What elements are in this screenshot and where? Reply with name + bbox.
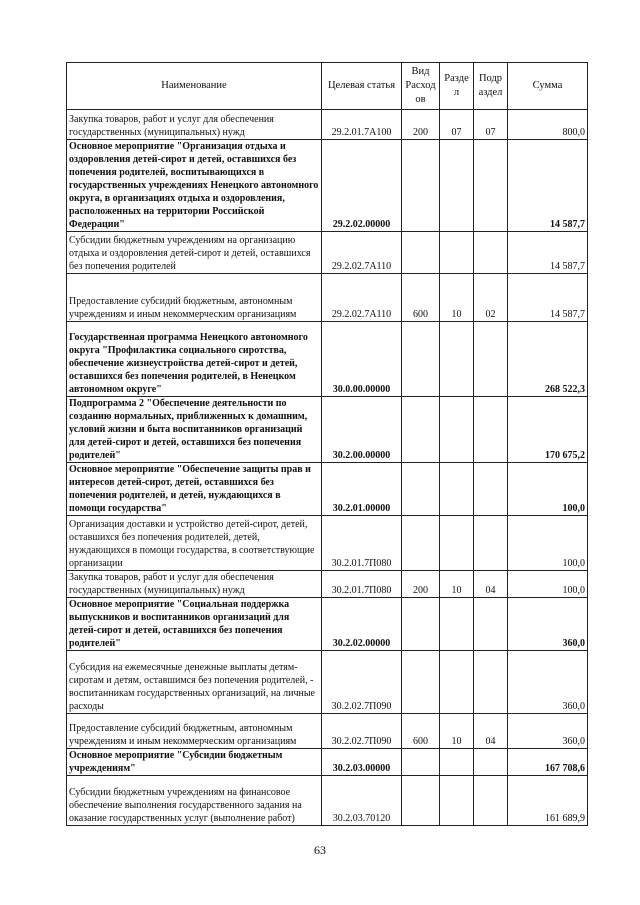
table-row: [67, 651, 588, 714]
row-expense-type-cell: [402, 397, 440, 463]
row-section-cell: 10: [440, 274, 474, 322]
row-subsection-cell: [474, 397, 508, 463]
row-code-cell: 30.2.01.00000: [322, 463, 402, 516]
row-expense-type-cell: [402, 598, 440, 651]
table-row: [67, 274, 588, 322]
row-subsection-cell: 04: [474, 571, 508, 598]
row-code-cell: 30.2.03.00000: [322, 749, 402, 776]
row-name-cell: Основное мероприятие "Обеспечение защиты прав и интересов детей-сирот, детей, оставшихся без попечения родителей, и детей, нуждающихся в помощи государства": [67, 463, 322, 516]
table-header-row: [67, 63, 588, 110]
row-expense-type-cell: 600: [402, 714, 440, 749]
table-body: [67, 110, 588, 826]
row-subsection-cell: [474, 322, 508, 397]
table-row: [67, 571, 588, 598]
table-row: [67, 397, 588, 463]
row-name-cell: Предоставление субсидий бюджетным, автономным учреждениям и иным некоммерческим организациям: [67, 274, 322, 322]
row-code-cell: 30.2.02.7П090: [322, 651, 402, 714]
row-code-cell: 29.2.02.7А110: [322, 274, 402, 322]
row-sum-cell: 800,0: [508, 110, 588, 140]
row-section-cell: [440, 749, 474, 776]
row-code-cell: 29.2.02.7А110: [322, 232, 402, 274]
row-section-cell: [440, 776, 474, 826]
row-name-cell: Закупка товаров, работ и услуг для обеспечения государственных (муниципальных) нужд: [67, 110, 322, 140]
row-section-cell: [440, 651, 474, 714]
row-sum-cell: 14 587,7: [508, 274, 588, 322]
row-expense-type-cell: [402, 463, 440, 516]
row-section-cell: 07: [440, 110, 474, 140]
row-subsection-cell: [474, 140, 508, 232]
row-expense-type-cell: [402, 140, 440, 232]
row-code-cell: 30.2.02.7П090: [322, 714, 402, 749]
row-code-cell: 30.2.00.00000: [322, 397, 402, 463]
row-name-cell: Основное мероприятие "Субсидии бюджетным учреждениям": [67, 749, 322, 776]
row-name-cell: Основное мероприятие "Социальная поддержка выпускников и воспитанников организаций для детей-сирот и детей, оставшихся без попечения родителей": [67, 598, 322, 651]
row-section-cell: 10: [440, 714, 474, 749]
row-subsection-cell: [474, 749, 508, 776]
table-row: [67, 598, 588, 651]
row-expense-type-cell: 200: [402, 110, 440, 140]
row-subsection-cell: 04: [474, 714, 508, 749]
row-name-cell: Предоставление субсидий бюджетным, автономным учреждениям и иным некоммерческим организациям: [67, 714, 322, 749]
row-section-cell: [440, 598, 474, 651]
header-expense-type: Вид Расход ов: [402, 63, 440, 110]
table-row: [67, 140, 588, 232]
row-expense-type-cell: 200: [402, 571, 440, 598]
row-expense-type-cell: [402, 651, 440, 714]
row-sum-cell: 14 587,7: [508, 232, 588, 274]
row-code-cell: 30.2.01.7П080: [322, 571, 402, 598]
row-code-cell: 30.2.02.00000: [322, 598, 402, 651]
row-expense-type-cell: [402, 232, 440, 274]
row-sum-cell: 100,0: [508, 463, 588, 516]
row-name-cell: Закупка товаров, работ и услуг для обеспечения государственных (муниципальных) нужд: [67, 571, 322, 598]
row-code-cell: 30.2.01.7П080: [322, 516, 402, 571]
row-code-cell: 29.2.01.7А100: [322, 110, 402, 140]
table-row: [67, 749, 588, 776]
header-name: Наименование: [67, 63, 322, 110]
row-expense-type-cell: [402, 776, 440, 826]
row-subsection-cell: [474, 598, 508, 651]
row-section-cell: [440, 516, 474, 571]
table-row: [67, 463, 588, 516]
row-sum-cell: 167 708,6: [508, 749, 588, 776]
row-subsection-cell: 02: [474, 274, 508, 322]
header-sum: Сумма: [508, 63, 588, 110]
table-row: [67, 776, 588, 826]
row-sum-cell: 14 587,7: [508, 140, 588, 232]
row-sum-cell: 100,0: [508, 571, 588, 598]
row-sum-cell: 161 689,9: [508, 776, 588, 826]
row-section-cell: [440, 322, 474, 397]
row-section-cell: [440, 397, 474, 463]
row-section-cell: 10: [440, 571, 474, 598]
row-name-cell: Государственная программа Ненецкого автономного округа "Профилактика социального сиротства, обеспечение жизнеустройства детей-сирот и детей, оставшихся без попечения родителей, в Ненецком автономном округе": [67, 322, 322, 397]
row-subsection-cell: [474, 232, 508, 274]
row-name-cell: Субсидия на ежемесячные денежные выплаты детям-сиротам и детям, оставшимся без попечения родителей, - воспитанникам государственных организаций, на личные расходы: [67, 651, 322, 714]
row-expense-type-cell: [402, 516, 440, 571]
row-subsection-cell: 07: [474, 110, 508, 140]
row-code-cell: 30.0.00.00000: [322, 322, 402, 397]
row-subsection-cell: [474, 651, 508, 714]
row-name-cell: Субсидии бюджетным учреждениям на финансовое обеспечение выполнения государственного задания на оказание государственных услуг (выполнение работ): [67, 776, 322, 826]
row-section-cell: [440, 463, 474, 516]
row-expense-type-cell: [402, 322, 440, 397]
table-row: [67, 110, 588, 140]
row-name-cell: Основное мероприятие "Организация отдыха и оздоровления детей-сирот и детей, оставшихся без попечения родителей, воспитывающихся в государственных учреждениях Ненецкого автономного округа, в организациях отдыха и оздоровления, расположенных на территории Российской Федерации": [67, 140, 322, 232]
row-expense-type-cell: 600: [402, 274, 440, 322]
row-code-cell: 30.2.03.70120: [322, 776, 402, 826]
row-subsection-cell: [474, 463, 508, 516]
page-number: 63: [314, 843, 326, 857]
header-target-article: Целевая статья: [322, 63, 402, 110]
row-sum-cell: 360,0: [508, 598, 588, 651]
row-section-cell: [440, 232, 474, 274]
row-sum-cell: 268 522,3: [508, 322, 588, 397]
row-sum-cell: 360,0: [508, 714, 588, 749]
row-expense-type-cell: [402, 749, 440, 776]
row-sum-cell: 360,0: [508, 651, 588, 714]
row-name-cell: Подпрограмма 2 "Обеспечение деятельности по созданию нормальных, приближенных к домашним, условий жизни и быта воспитанников организаций для детей-сирот и детей, оставшихся без попечения родителей": [67, 397, 322, 463]
header-subsection: Подр аздел: [474, 63, 508, 110]
table-row: [67, 714, 588, 749]
table-row: [67, 322, 588, 397]
header-section: Разде л: [440, 63, 474, 110]
row-name-cell: Субсидии бюджетным учреждениям на организацию отдыха и оздоровления детей-сирот и детей, оставшихся без попечения родителей: [67, 232, 322, 274]
row-subsection-cell: [474, 776, 508, 826]
budget-table: [66, 62, 588, 826]
table-row: [67, 232, 588, 274]
row-name-cell: Организация доставки и устройство детей-сирот, детей, оставшихся без попечения родителей, детей, нуждающихся в помощи государства, в соответствующие организации: [67, 516, 322, 571]
row-section-cell: [440, 140, 474, 232]
row-code-cell: 29.2.02.00000: [322, 140, 402, 232]
row-subsection-cell: [474, 516, 508, 571]
table-row: [67, 516, 588, 571]
row-sum-cell: 100,0: [508, 516, 588, 571]
row-sum-cell: 170 675,2: [508, 397, 588, 463]
